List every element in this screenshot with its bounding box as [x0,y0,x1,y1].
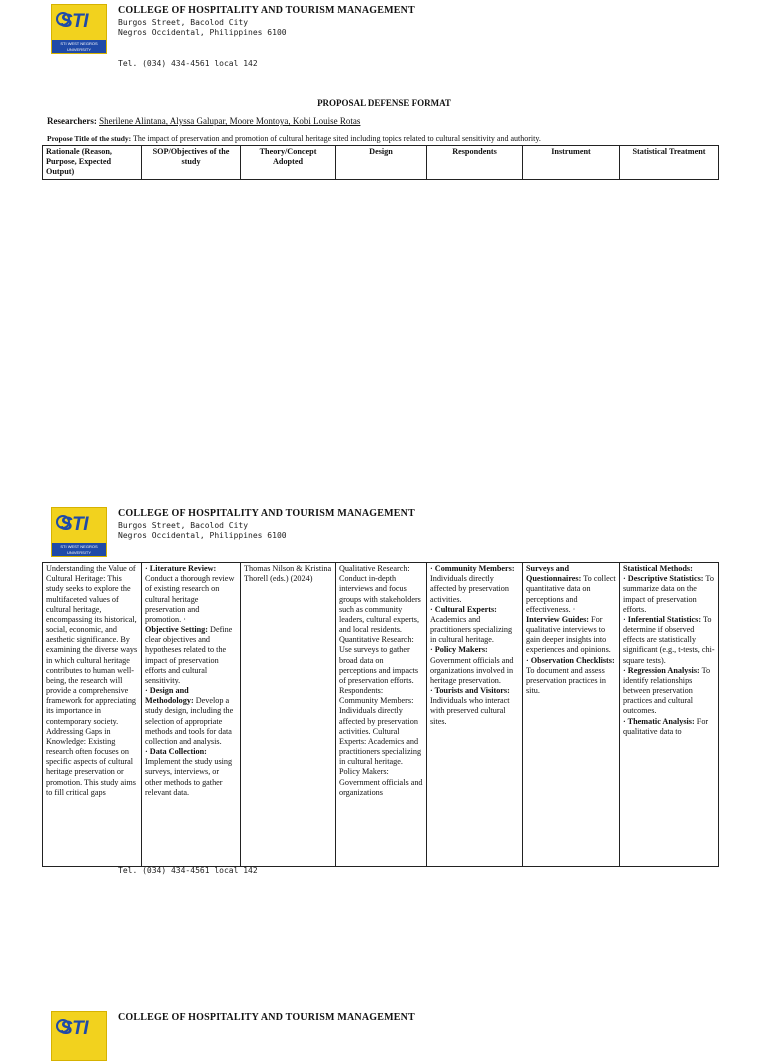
col-header-rationale: Rationale (Reason, Purpose, Expected Output) [43,146,142,180]
address-line-1: Burgos Street, Bacolod City [118,18,249,27]
sti-logo [51,507,107,557]
instrument-item: Interview Guides: For qualitative interviews to gain deeper insights into experiences and opinions. [526,614,611,655]
sop-item: · Design and Methodology: Develop a study design, including the selection of appropriate methods and tools for data collection and analysis. [145,686,234,746]
logo-text: STI [60,514,89,535]
col-header-statistical: Statistical Treatment [620,146,719,180]
sop-item: Objective Setting: Define clear objectives and hypotheses related to the impact of preservation efforts and cultural sensitivity. [145,625,233,685]
stat-item: · Regression Analysis: To identify relationships between preservation practices and cultural outcomes. [623,665,711,716]
cell-respondents [427,563,523,867]
sop-item: · Literature Review: Conduct a thorough review of existing research on cultural heritage preservation and promotion. · [145,564,235,624]
telephone: Tel. (034) 434-4561 local 142 [118,59,258,68]
header-table [42,145,719,180]
college-name: COLLEGE OF HOSPITALITY AND TOURISM MANAGEMENT [118,508,415,519]
respondent-item: · Cultural Experts: Academics and practitioners specializing in cultural heritage. [430,604,513,645]
study-title-text: The impact of preservation and promotion of cultural heritage sited including topics related to cultural sensitivity and authority. [133,134,541,143]
cell-rationale: Understanding the Value of Cultural Heritage: This study seeks to explore the multifaceted values of cultural heritage, encompassing its historical, social, economic, and aesthetic significance. By examining the diverse ways in which cultural heritage contributes to human well-being, the research will provide a comprehensive framework for appreciating its importance in contemporary society. Addressing Gaps in Knowledge: Existing research often focuses on specific aspects of cultural heritage preservation or promotion. This study aims to fill critical gaps [43,563,142,867]
col-header-design: Design [336,146,427,180]
col-header-respondents: Respondents [427,146,523,180]
telephone: Tel. (034) 434-4561 local 142 [118,866,258,875]
instrument-item: Surveys and Questionnaires: To collect quantitative data on perceptions and effectiveness. · [526,564,616,614]
col-header-instrument: Instrument [523,146,620,180]
respondent-item: · Community Members: Individuals directly affected by preservation activities. [430,564,515,604]
stat-item: Statistical Methods: [623,564,693,573]
instrument-item: · Observation Checklists: To document and assess preservation practices in situ. [526,655,615,696]
sti-logo [51,4,107,54]
address-line-1: Burgos Street, Bacolod City [118,521,249,530]
study-title-label: Propose Title of the study: [47,134,132,143]
logo-text: STI [60,1018,89,1039]
sti-logo [51,1011,107,1061]
logo-subtext: STI WEST NEGROS UNIVERSITY [52,40,106,53]
college-name: COLLEGE OF HOSPITALITY AND TOURISM MANAGEMENT [118,1012,415,1023]
col-header-sop: SOP/Objectives of the study [142,146,241,180]
researchers-names: Sherilene Alintana, Alyssa Galupar, Moore Montoya, Kobi Louise Rotas [99,116,361,126]
researchers-line [47,116,360,126]
address-line-2: Negros Occidental, Philippines 6100 [118,531,287,540]
cell-theory: Thomas Nilson & Kristina Thorell (eds.) (2024) [241,563,336,867]
address-line-2: Negros Occidental, Philippines 6100 [118,28,287,37]
stat-item: · Thematic Analysis: For qualitative data to [623,716,709,736]
document-title: PROPOSAL DEFENSE FORMAT [317,98,451,108]
content-table [42,562,719,867]
stat-item: · Descriptive Statistics: To summarize data on the impact of preservation efforts. [623,574,714,614]
cell-instrument [523,563,620,867]
logo-subtext: STI WEST NEGROS UNIVERSITY [52,543,106,556]
cell-sop [142,563,241,867]
cell-statistical [620,563,719,867]
col-header-theory: Theory/Concept Adopted [241,146,336,180]
college-name: COLLEGE OF HOSPITALITY AND TOURISM MANAGEMENT [118,5,415,16]
cell-design: Qualitative Research: Conduct in-depth interviews and focus groups with stakeholders such as community leaders, cultural experts, and local residents. Quantitative Research: Use surveys to gather broad data on perceptions and impacts of preservation efforts. Respondents: Community Members: Individuals directly affected by preservation activities. Cultural Experts: Academics and practitioners specializing in cultural heritage. Policy Makers: Government officials and organizations [336,563,427,867]
respondent-item: · Policy Makers: Government officials and organizations involved in heritage preservation. [430,645,514,685]
logo-text: STI [60,11,89,32]
stat-item: · Inferential Statistics: To determine if observed effects are statistically significant (e.g., t-tests, chi-square tests). [623,614,715,665]
respondent-item: · Tourists and Visitors: Individuals who interact with preserved cultural sites. [430,686,510,726]
study-title-line [47,134,541,143]
sop-item: · Data Collection: Implement the study using surveys, interviews, or other methods to gather relevant data. [145,747,233,797]
researchers-label: Researchers: [47,116,97,126]
